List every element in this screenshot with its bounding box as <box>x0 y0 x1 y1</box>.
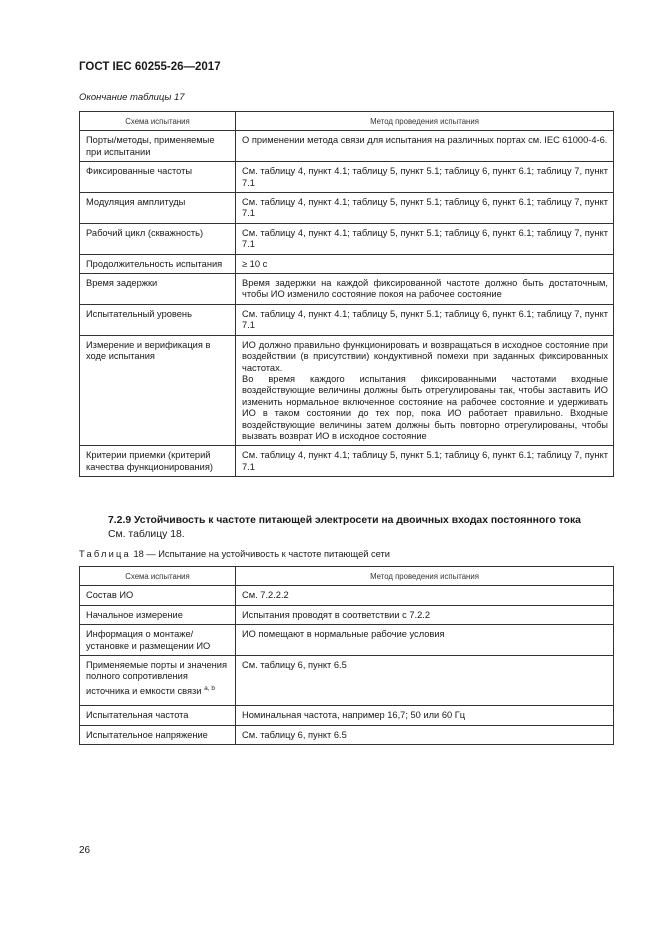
cell-scheme: Порты/методы, применяемые при испытании <box>80 131 236 162</box>
document-code: ГОСТ IEC 60255-26—2017 <box>79 61 221 73</box>
table-row <box>80 656 614 706</box>
table-row <box>80 446 614 477</box>
table-header-row <box>80 112 614 131</box>
cell-method: См. таблицу 4, пункт 4.1; таблицу 5, пункт 5.1; таблицу 6, пункт 6.1; таблицу 7, пункт 7.1 <box>236 223 614 254</box>
section-text: См. таблицу 18. <box>108 529 185 540</box>
column-header-scheme: Схема испытания <box>80 112 236 131</box>
cell-method: См. 7.2.2.2 <box>236 586 614 605</box>
table-header-row <box>80 567 614 586</box>
table-row <box>80 605 614 624</box>
cell-scheme: Испытательное напряжение <box>80 725 236 744</box>
table-row <box>80 335 614 446</box>
table-row <box>80 725 614 744</box>
cell-scheme-text: Применяемые порты и значения полного сопротивления источника и емкости связи <box>86 660 227 696</box>
cell-method: См. таблицу 4, пункт 4.1; таблицу 5, пункт 5.1; таблицу 6, пункт 6.1; таблицу 7, пункт 7.1 <box>236 304 614 335</box>
cell-method: См. таблицу 4, пункт 4.1; таблицу 5, пункт 5.1; таблицу 6, пункт 6.1; таблицу 7, пункт 7.1 <box>236 193 614 224</box>
cell-scheme: Фиксированные частоты <box>80 162 236 193</box>
cell-scheme: Состав ИО <box>80 586 236 605</box>
column-header-method: Метод проведения испытания <box>236 567 614 586</box>
table-row <box>80 254 614 273</box>
method-paragraph: ИО должно правильно функционировать и возвращаться в исходное состояние при воздействии (в присутствии) кондуктивной помехи при заданных фиксированных частотах. <box>242 339 608 373</box>
footnote-marker: a, b <box>204 684 215 692</box>
cell-scheme: Продолжительность испытания <box>80 254 236 273</box>
table17-continuation-caption: Окончание таблицы 17 <box>79 92 185 103</box>
cell-method: См. таблицу 4, пункт 4.1; таблицу 5, пункт 5.1; таблицу 6, пункт 6.1; таблицу 7, пункт 7.1 <box>236 162 614 193</box>
cell-scheme: Информация о монтаже/установке и размещении ИО <box>80 625 236 656</box>
table-row <box>80 131 614 162</box>
table-row <box>80 304 614 335</box>
table18-caption-title: 18 — Испытание на устойчивость к частоте питающей сети <box>130 549 390 559</box>
cell-scheme: Испытательный уровень <box>80 304 236 335</box>
cell-method: См. таблицу 4, пункт 4.1; таблицу 5, пункт 5.1; таблицу 6, пункт 6.1; таблицу 7, пункт 7.1 <box>236 446 614 477</box>
table-18 <box>79 566 614 745</box>
cell-method: См. таблицу 6, пункт 6.5 <box>236 656 614 706</box>
cell-method: См. таблицу 6, пункт 6.5 <box>236 725 614 744</box>
cell-method: О применении метода связи для испытания на различных портах см. IEC 61000-4-6. <box>236 131 614 162</box>
cell-method: ИО помещают в нормальные рабочие условия <box>236 625 614 656</box>
cell-method <box>236 335 614 446</box>
cell-scheme: Испытательная частота <box>80 706 236 725</box>
section-heading: 7.2.9 Устойчивость к частоте питающей электросети на двоичных входах постоянного тока <box>108 515 581 526</box>
table18-caption-label: Таблица <box>79 549 131 559</box>
cell-scheme: Измерение и верификация в ходе испытания <box>80 335 236 446</box>
table-row <box>80 223 614 254</box>
table-row <box>80 625 614 656</box>
cell-method: Время задержки на каждой фиксированной частоте должно быть достаточным, чтобы ИО изменило состояние покоя на рабочее состояние <box>236 274 614 305</box>
table-row <box>80 193 614 224</box>
cell-method: Испытания проводят в соответствии с 7.2.2 <box>236 605 614 624</box>
page-number: 26 <box>79 845 91 856</box>
method-paragraph: Во время каждого испытания фиксированными частотами входные воздействующие величины должны быть отрегулированы так, чтобы заставить ИО изменить нормальное включенное состояние на рабочее состояние и удерживать ИО в таком состоянии до тех пор, пока ИО работает правильно. Входные воздействующие величины затем должны быть повторно отрегулированы, чтобы вызвать возврат ИО в исходное состояние <box>242 373 608 441</box>
cell-scheme: Критерии приемки (критерий качества функционирования) <box>80 446 236 477</box>
table-row <box>80 586 614 605</box>
cell-scheme <box>80 656 236 706</box>
cell-scheme: Начальное измерение <box>80 605 236 624</box>
cell-scheme: Время задержки <box>80 274 236 305</box>
table-row <box>80 274 614 305</box>
cell-scheme: Рабочий цикл (скважность) <box>80 223 236 254</box>
cell-scheme: Модуляция амплитуды <box>80 193 236 224</box>
cell-method: Номинальная частота, например 16,7; 50 или 60 Гц <box>236 706 614 725</box>
table18-caption <box>79 549 390 559</box>
column-header-scheme: Схема испытания <box>80 567 236 586</box>
section-7-2-9 <box>108 514 618 542</box>
cell-method: ≥ 10 с <box>236 254 614 273</box>
table-17 <box>79 111 614 477</box>
column-header-method: Метод проведения испытания <box>236 112 614 131</box>
table-row <box>80 706 614 725</box>
table-row <box>80 162 614 193</box>
